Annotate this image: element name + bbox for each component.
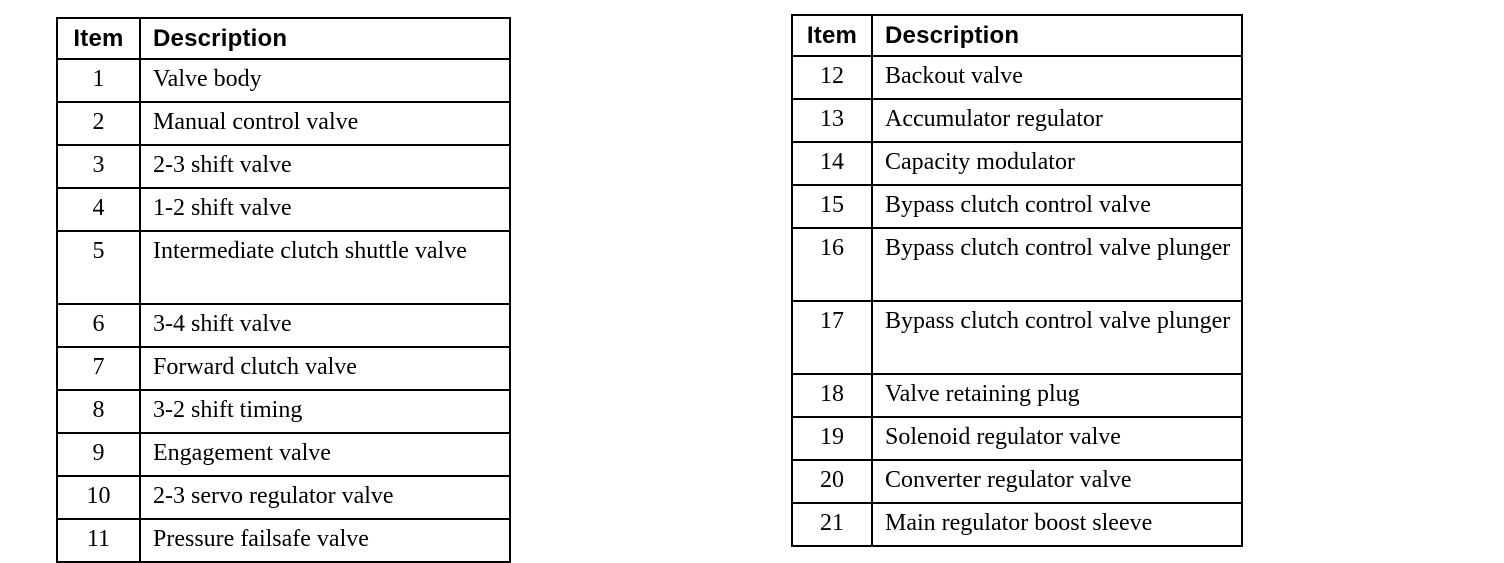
column-header-item: Item [57, 18, 140, 59]
item-description: Solenoid regulator valve [872, 417, 1242, 460]
table-row [792, 185, 1242, 228]
item-description: Pressure failsafe valve [140, 519, 510, 562]
item-description: 3-4 shift valve [140, 304, 510, 347]
table-row [57, 188, 510, 231]
table-header-row [792, 15, 1242, 56]
item-description: Valve retaining plug [872, 374, 1242, 417]
item-number: 18 [792, 374, 872, 417]
item-number: 19 [792, 417, 872, 460]
item-number: 7 [57, 347, 140, 390]
item-number: 8 [57, 390, 140, 433]
item-description: Bypass clutch control valve [872, 185, 1242, 228]
item-number: 12 [792, 56, 872, 99]
item-description: Capacity modulator [872, 142, 1242, 185]
item-number: 14 [792, 142, 872, 185]
table-row [792, 228, 1242, 301]
column-header-description: Description [872, 15, 1242, 56]
table-row [57, 59, 510, 102]
item-description: Converter regulator valve [872, 460, 1242, 503]
column-header-item: Item [792, 15, 872, 56]
parts-table-left [56, 17, 511, 563]
item-number: 4 [57, 188, 140, 231]
item-number: 2 [57, 102, 140, 145]
item-number: 13 [792, 99, 872, 142]
item-number: 3 [57, 145, 140, 188]
item-number: 11 [57, 519, 140, 562]
table-row [792, 142, 1242, 185]
parts-table-right [791, 14, 1243, 547]
item-number: 15 [792, 185, 872, 228]
item-number: 6 [57, 304, 140, 347]
table-row [792, 374, 1242, 417]
table-row [57, 145, 510, 188]
table-row [57, 519, 510, 562]
table-row [792, 56, 1242, 99]
item-number: 17 [792, 301, 872, 374]
table-row [57, 433, 510, 476]
item-description: Valve body [140, 59, 510, 102]
table-row [792, 503, 1242, 546]
column-header-description: Description [140, 18, 510, 59]
item-description: Main regulator boost sleeve [872, 503, 1242, 546]
item-number: 16 [792, 228, 872, 301]
table-row [792, 99, 1242, 142]
table-row [57, 390, 510, 433]
item-number: 1 [57, 59, 140, 102]
item-description: Engagement valve [140, 433, 510, 476]
item-description: 1-2 shift valve [140, 188, 510, 231]
item-number: 5 [57, 231, 140, 304]
item-description: Backout valve [872, 56, 1242, 99]
table-row [792, 460, 1242, 503]
item-description: 2-3 shift valve [140, 145, 510, 188]
table-row [792, 417, 1242, 460]
table-row [57, 231, 510, 304]
table-header-row [57, 18, 510, 59]
item-number: 10 [57, 476, 140, 519]
table-row [57, 304, 510, 347]
item-description: Bypass clutch control valve plunger [872, 228, 1242, 301]
item-description: 3-2 shift timing [140, 390, 510, 433]
item-number: 21 [792, 503, 872, 546]
table-row [792, 301, 1242, 374]
item-number: 9 [57, 433, 140, 476]
table-row [57, 476, 510, 519]
item-description: Accumulator regulator [872, 99, 1242, 142]
table-row [57, 347, 510, 390]
item-number: 20 [792, 460, 872, 503]
item-description: Manual control valve [140, 102, 510, 145]
item-description: Bypass clutch control valve plunger [872, 301, 1242, 374]
item-description: Intermediate clutch shuttle valve [140, 231, 510, 304]
table-row [57, 102, 510, 145]
item-description: 2-3 servo regulator valve [140, 476, 510, 519]
item-description: Forward clutch valve [140, 347, 510, 390]
